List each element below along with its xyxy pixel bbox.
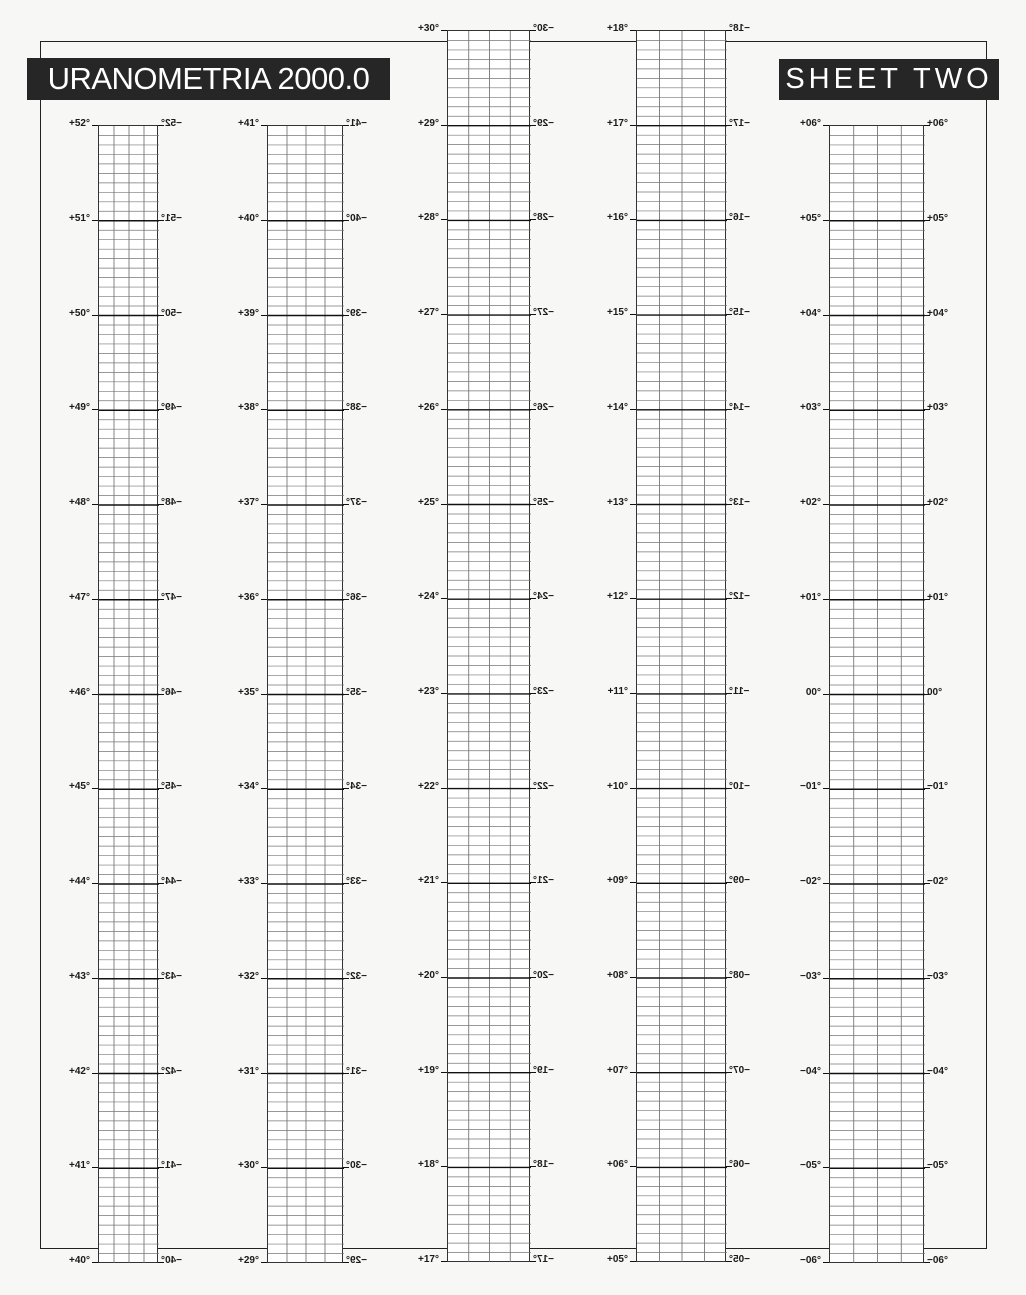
declination-label-right: −07° xyxy=(729,1065,750,1076)
declination-label-left: +38° xyxy=(238,402,259,413)
declination-label-left: +05° xyxy=(800,213,821,224)
declination-label-right: −04° xyxy=(927,1066,948,1077)
tick-mark-left xyxy=(261,125,267,126)
declination-label-right: −38° xyxy=(346,402,367,413)
declination-label-right: −10° xyxy=(729,781,750,792)
scale-strip-2 xyxy=(267,125,343,1263)
declination-label-left: +41° xyxy=(238,118,259,129)
declination-label-left: +46° xyxy=(69,687,90,698)
declination-label-left: +09° xyxy=(607,875,628,886)
declination-label-left: +33° xyxy=(238,876,259,887)
declination-label-right: −09° xyxy=(729,875,750,886)
declination-label-right: −40° xyxy=(346,213,367,224)
tick-mark-left xyxy=(261,220,267,221)
declination-label-right: −25° xyxy=(533,497,554,508)
declination-label-left: +19° xyxy=(418,1065,439,1076)
declination-label-left: +52° xyxy=(69,118,90,129)
strip-grid xyxy=(268,126,344,1264)
declination-label-right: −27° xyxy=(533,307,554,318)
declination-label-left: +42° xyxy=(69,1066,90,1077)
tick-mark-left xyxy=(92,599,98,600)
tick-mark-left xyxy=(92,125,98,126)
tick-mark-left xyxy=(630,977,636,978)
strip-grid xyxy=(99,126,159,1264)
declination-label-left: +23° xyxy=(418,686,439,697)
scale-strip-3 xyxy=(447,30,530,1262)
tick-mark-left xyxy=(823,125,829,126)
tick-mark-left xyxy=(630,1261,636,1262)
declination-label-right: −28° xyxy=(533,212,554,223)
sheet-number: SHEET TWO xyxy=(779,59,999,100)
tick-mark-left xyxy=(630,30,636,31)
tick-mark-left xyxy=(92,315,98,316)
declination-label-right: −01° xyxy=(927,781,948,792)
declination-label-left: +45° xyxy=(69,781,90,792)
declination-label-right: −16° xyxy=(729,212,750,223)
tick-mark-left xyxy=(92,788,98,789)
tick-mark-left xyxy=(441,125,447,126)
tick-mark-left xyxy=(261,315,267,316)
tick-mark-left xyxy=(441,314,447,315)
declination-label-right: −37° xyxy=(346,497,367,508)
declination-label-right: −02° xyxy=(927,876,948,887)
declination-label-right: −24° xyxy=(533,591,554,602)
declination-label-left: +43° xyxy=(69,971,90,982)
tick-mark-left xyxy=(92,409,98,410)
declination-label-right: −30° xyxy=(346,1160,367,1171)
tick-mark-left xyxy=(92,1262,98,1263)
declination-label-left: −01° xyxy=(800,781,821,792)
tick-mark-left xyxy=(92,1073,98,1074)
declination-label-left: +02° xyxy=(800,497,821,508)
tick-mark-left xyxy=(92,978,98,979)
declination-label-right: −11° xyxy=(729,686,750,697)
declination-label-left: −05° xyxy=(800,1160,821,1171)
tick-mark-left xyxy=(630,598,636,599)
tick-mark-left xyxy=(823,409,829,410)
declination-label-right: −19° xyxy=(533,1065,554,1076)
declination-label-right: −14° xyxy=(729,402,750,413)
declination-label-left: +36° xyxy=(238,592,259,603)
declination-label-left: +50° xyxy=(69,308,90,319)
tick-mark-left xyxy=(630,409,636,410)
tick-mark-left xyxy=(441,409,447,410)
declination-label-right: −08° xyxy=(729,970,750,981)
tick-mark-left xyxy=(630,219,636,220)
declination-label-right: −06° xyxy=(729,1159,750,1170)
declination-label-left: +29° xyxy=(238,1255,259,1266)
declination-label-left: +22° xyxy=(418,781,439,792)
tick-mark-left xyxy=(261,1073,267,1074)
declination-label-right: −40° xyxy=(161,1255,182,1266)
declination-label-right: −36° xyxy=(346,592,367,603)
declination-label-left: +29° xyxy=(418,118,439,129)
declination-label-right: +03° xyxy=(927,402,948,413)
declination-label-left: +16° xyxy=(607,212,628,223)
declination-label-left: +26° xyxy=(418,402,439,413)
declination-label-left: +40° xyxy=(69,1255,90,1266)
sheet-title: URANOMETRIA 2000.0 xyxy=(27,58,390,100)
tick-mark-left xyxy=(261,694,267,695)
declination-label-right: −18° xyxy=(533,1159,554,1170)
declination-label-left: +25° xyxy=(418,497,439,508)
tick-mark-left xyxy=(630,788,636,789)
tick-mark-left xyxy=(823,1167,829,1168)
declination-label-right: −44° xyxy=(161,876,182,887)
declination-label-right: −29° xyxy=(533,118,554,129)
declination-label-left: +31° xyxy=(238,1066,259,1077)
declination-label-right: +02° xyxy=(927,497,948,508)
declination-label-right: −42° xyxy=(161,1066,182,1077)
declination-label-left: +27° xyxy=(418,307,439,318)
declination-label-right: +06° xyxy=(927,118,948,129)
declination-label-left: −06° xyxy=(800,1255,821,1266)
declination-label-left: +12° xyxy=(607,591,628,602)
declination-label-left: +30° xyxy=(238,1160,259,1171)
tick-mark-left xyxy=(92,220,98,221)
declination-label-left: +03° xyxy=(800,402,821,413)
tick-mark-left xyxy=(261,504,267,505)
declination-label-left: +51° xyxy=(69,213,90,224)
declination-label-left: +44° xyxy=(69,876,90,887)
declination-label-left: +06° xyxy=(800,118,821,129)
declination-label-left: +17° xyxy=(607,118,628,129)
declination-label-left: +21° xyxy=(418,875,439,886)
declination-label-left: +18° xyxy=(418,1159,439,1170)
declination-label-left: −04° xyxy=(800,1066,821,1077)
declination-label-right: −47° xyxy=(161,592,182,603)
declination-label-left: +20° xyxy=(418,970,439,981)
declination-label-right: −05° xyxy=(729,1254,750,1265)
declination-label-right: −03° xyxy=(927,971,948,982)
declination-label-right: −49° xyxy=(161,402,182,413)
declination-label-right: −15° xyxy=(729,307,750,318)
declination-label-left: +17° xyxy=(418,1254,439,1265)
tick-mark-left xyxy=(92,694,98,695)
declination-label-right: −18° xyxy=(729,23,750,34)
declination-label-left: +05° xyxy=(607,1254,628,1265)
declination-label-left: +18° xyxy=(607,23,628,34)
tick-mark-left xyxy=(261,409,267,410)
tick-mark-left xyxy=(441,788,447,789)
declination-label-right: −48° xyxy=(161,497,182,508)
tick-mark-left xyxy=(630,1166,636,1167)
declination-label-right: +04° xyxy=(927,308,948,319)
declination-label-right: −39° xyxy=(346,308,367,319)
declination-label-left: +48° xyxy=(69,497,90,508)
declination-label-right: −35° xyxy=(346,687,367,698)
declination-label-right: −31° xyxy=(346,1066,367,1077)
declination-label-right: +05° xyxy=(927,213,948,224)
declination-label-right: −23° xyxy=(533,686,554,697)
declination-label-right: −22° xyxy=(533,781,554,792)
tick-mark-left xyxy=(630,1072,636,1073)
tick-mark-left xyxy=(823,599,829,600)
declination-label-left: −03° xyxy=(800,971,821,982)
declination-label-right: −43° xyxy=(161,971,182,982)
strip-grid xyxy=(448,31,531,1263)
declination-label-right: −05° xyxy=(927,1160,948,1171)
declination-label-left: +37° xyxy=(238,497,259,508)
declination-label-left: +28° xyxy=(418,212,439,223)
scale-strip-1 xyxy=(98,125,158,1263)
declination-label-right: −20° xyxy=(533,970,554,981)
declination-label-right: −21° xyxy=(533,875,554,886)
declination-label-left: +13° xyxy=(607,497,628,508)
tick-mark-left xyxy=(261,599,267,600)
tick-mark-left xyxy=(823,1262,829,1263)
declination-label-left: +47° xyxy=(69,592,90,603)
declination-label-right: −30° xyxy=(533,23,554,34)
declination-label-left: +11° xyxy=(607,686,628,697)
declination-label-right: −17° xyxy=(729,118,750,129)
tick-mark-left xyxy=(630,125,636,126)
declination-label-right: −33° xyxy=(346,876,367,887)
tick-mark-left xyxy=(261,1167,267,1168)
declination-label-right: −12° xyxy=(729,591,750,602)
declination-label-left: +04° xyxy=(800,308,821,319)
scale-strip-5 xyxy=(829,125,924,1263)
declination-label-left: +24° xyxy=(418,591,439,602)
strip-grid xyxy=(830,126,925,1264)
declination-label-left: +07° xyxy=(607,1065,628,1076)
tick-mark-left xyxy=(630,504,636,505)
declination-label-left: +10° xyxy=(607,781,628,792)
declination-label-right: −13° xyxy=(729,497,750,508)
declination-label-right: +01° xyxy=(927,592,948,603)
declination-label-left: +14° xyxy=(607,402,628,413)
tick-mark-left xyxy=(441,1166,447,1167)
declination-label-right: −17° xyxy=(533,1254,554,1265)
declination-label-left: +41° xyxy=(69,1160,90,1171)
scale-strip-4 xyxy=(636,30,726,1262)
declination-label-right: −26° xyxy=(533,402,554,413)
tick-mark-left xyxy=(261,788,267,789)
tick-mark-left xyxy=(823,978,829,979)
declination-label-left: +35° xyxy=(238,687,259,698)
declination-label-right: −29° xyxy=(346,1255,367,1266)
strip-grid xyxy=(637,31,727,1263)
tick-mark-left xyxy=(823,220,829,221)
declination-label-right: 00° xyxy=(927,687,943,698)
declination-label-left: −02° xyxy=(800,876,821,887)
tick-mark-left xyxy=(92,504,98,505)
tick-mark-left xyxy=(630,693,636,694)
tick-mark-left xyxy=(441,693,447,694)
declination-label-right: −34° xyxy=(346,781,367,792)
tick-mark-left xyxy=(261,978,267,979)
tick-mark-left xyxy=(823,883,829,884)
declination-label-left: +15° xyxy=(607,307,628,318)
tick-mark-left xyxy=(441,1072,447,1073)
declination-label-left: +30° xyxy=(418,23,439,34)
tick-mark-left xyxy=(441,977,447,978)
tick-mark-left xyxy=(630,882,636,883)
tick-mark-left xyxy=(261,1262,267,1263)
declination-label-right: −41° xyxy=(346,118,367,129)
declination-label-right: −46° xyxy=(161,687,182,698)
declination-label-right: −45° xyxy=(161,781,182,792)
declination-label-right: −52° xyxy=(161,118,182,129)
tick-mark-left xyxy=(823,1073,829,1074)
tick-mark-left xyxy=(261,883,267,884)
declination-label-left: +08° xyxy=(607,970,628,981)
declination-label-right: −41° xyxy=(161,1160,182,1171)
tick-mark-left xyxy=(823,694,829,695)
declination-label-left: +34° xyxy=(238,781,259,792)
declination-label-right: −51° xyxy=(161,213,182,224)
declination-label-left: 00° xyxy=(805,687,821,698)
tick-mark-left xyxy=(441,882,447,883)
declination-label-left: +40° xyxy=(238,213,259,224)
declination-label-left: +49° xyxy=(69,402,90,413)
declination-label-left: +32° xyxy=(238,971,259,982)
tick-mark-left xyxy=(441,598,447,599)
tick-mark-left xyxy=(441,504,447,505)
tick-mark-left xyxy=(441,1261,447,1262)
declination-label-right: −06° xyxy=(927,1255,948,1266)
tick-mark-left xyxy=(630,314,636,315)
declination-label-left: +39° xyxy=(238,308,259,319)
tick-mark-left xyxy=(441,219,447,220)
declination-label-right: −50° xyxy=(161,308,182,319)
declination-label-right: −32° xyxy=(346,971,367,982)
tick-mark-left xyxy=(92,883,98,884)
declination-label-left: +06° xyxy=(607,1159,628,1170)
tick-mark-left xyxy=(92,1167,98,1168)
tick-mark-left xyxy=(823,788,829,789)
tick-mark-left xyxy=(441,30,447,31)
tick-mark-left xyxy=(823,504,829,505)
declination-label-left: +01° xyxy=(800,592,821,603)
tick-mark-left xyxy=(823,315,829,316)
